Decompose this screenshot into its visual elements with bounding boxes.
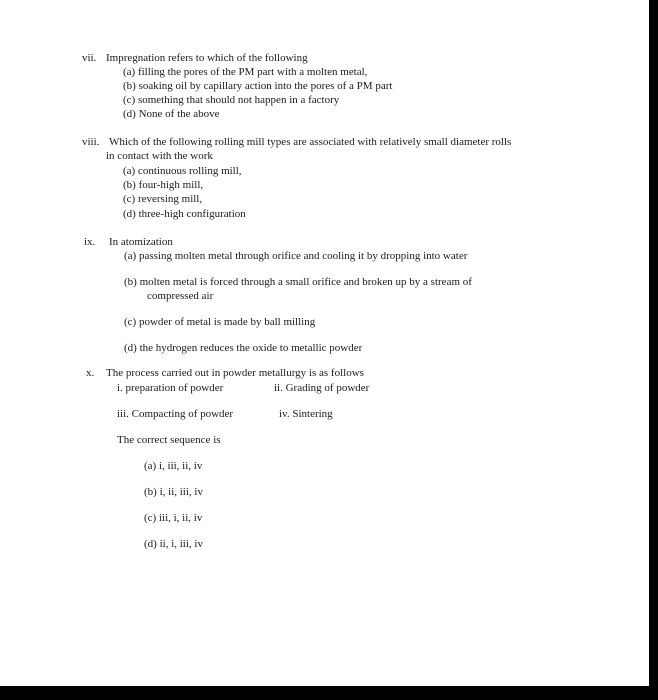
answer-option: (c) reversing mill, [123,193,203,205]
answer-option-continued: compressed air [147,290,214,302]
question-number: ix. [84,236,96,248]
question-prompt: The correct sequence is [117,434,221,446]
question-stem: In atomization [109,236,173,248]
answer-option: (b) four-high mill, [123,179,204,191]
answer-option: (c) something that should not happen in a factory [123,94,340,106]
question-stem: Which of the following rolling mill types are associated with relatively small diameter rolls [109,136,512,148]
question-number: x. [86,367,95,379]
process-step: i. preparation of powder [117,382,224,394]
answer-option: (c) powder of metal is made by ball milling [124,316,316,328]
question-number: vii. [82,52,97,64]
answer-option: (d) three-high configuration [123,208,246,220]
answer-option: (b) molten metal is forced through a small orifice and broken up by a stream of [124,276,472,288]
answer-option: (a) passing molten metal through orifice and cooling it by dropping into water [124,250,468,262]
answer-option: (b) soaking oil by capillary action into the pores of a PM part [123,80,393,92]
answer-option: (d) the hydrogen reduces the oxide to metallic powder [124,342,363,354]
answer-option: (d) ii, i, iii, iv [144,538,203,550]
answer-option: (a) filling the pores of the PM part with a molten metal, [123,66,368,78]
question-stem: The process carried out in powder metallurgy is as follows [106,367,364,379]
question-number: viii. [82,136,100,148]
answer-option: (d) None of the above [123,108,220,120]
process-step: iv. Sintering [279,408,333,420]
answer-option: (a) continuous rolling mill, [123,165,242,177]
answer-option: (c) iii, i, ii, iv [144,512,203,524]
answer-option: (b) i, ii, iii, iv [144,486,203,498]
question-stem-continued: in contact with the work [106,150,213,162]
answer-option: (a) i, iii, ii, iv [144,460,203,472]
question-stem: Impregnation refers to which of the following [106,52,308,64]
process-step: iii. Compacting of powder [117,408,234,420]
process-step: ii. Grading of powder [274,382,370,394]
